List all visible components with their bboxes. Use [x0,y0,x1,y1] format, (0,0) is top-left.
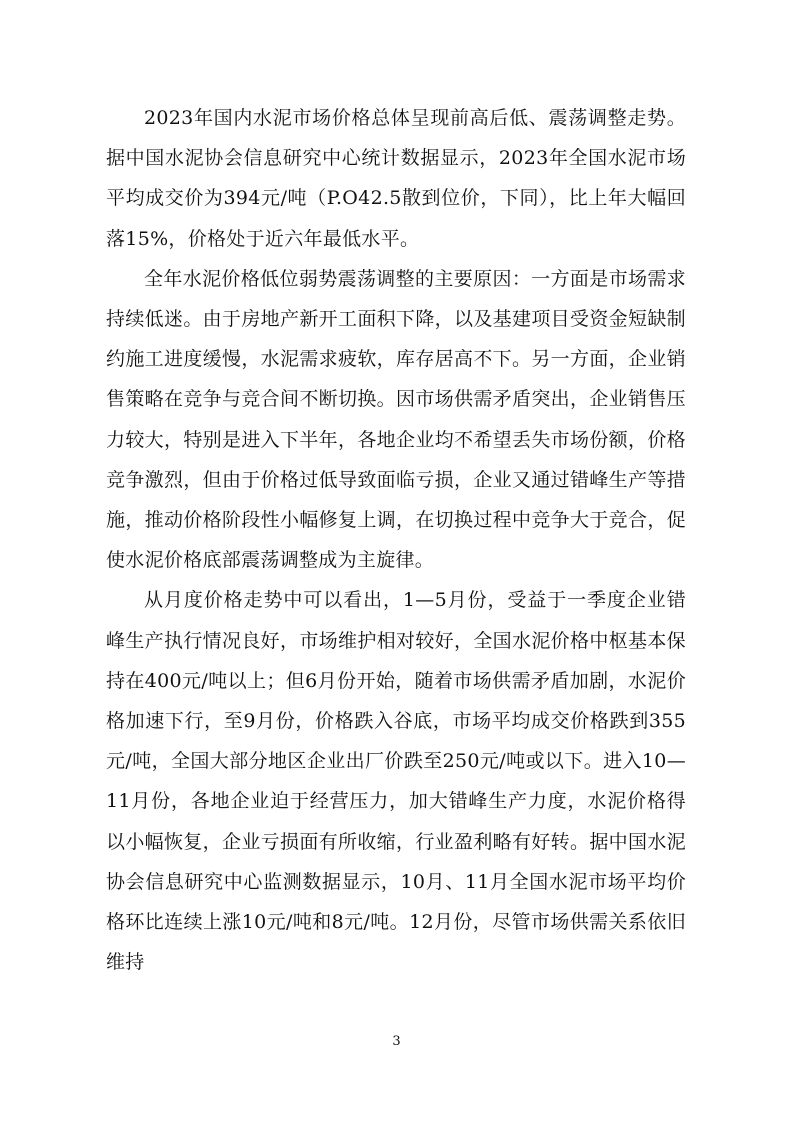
paragraph-monthly-trend: 从月度价格走势中可以看出，1—5月份，受益于一季度企业错峰生产执行情况良好，市场维护相对较好，全国水泥价格中枢基本保持在400元/吨以上；但6月份开始，随着市场供需矛盾加剧，水泥价格加速下行，至9月份，价格跌入谷底，市场平均成交价格跌到355元/吨，全国大部分地区企业出厂价跌至250元/吨或以下。进入10—11月份，各地企业迫于经营压力，加大错峰生产力度，水泥价格得以小幅恢复，企业亏损面有所收缩，行业盈利略有好转。据中国水泥协会信息研究中心监测数据显示，10月、11月全国水泥市场平均价格环比连续上涨10元/吨和8元/吨。12月份，尽管市场供需关系依旧维持 [106,589,686,974]
page-number: 3 [392,1034,401,1049]
paragraph-main-reasons: 全年水泥价格低位弱势震荡调整的主要原因：一方面是市场需求持续低迷。由于房地产新开工面积下降，以及基建项目受资金短缺制约施工进度缓慢，水泥需求疲软，库存居高不下。另一方面，企业销售策略在竞争与竞合间不断切换。因市场供需矛盾突出，企业销售压力较大，特别是进入下半年，各地企业均不希望丢失市场份额，价格竞争激烈，但由于价格过低导致面临亏损，企业又通过错峰生产等措施，推动价格阶段性小幅修复上调，在切换过程中竞争大于竞合，促使水泥价格底部震荡调整成为主旋律。 [106,267,686,572]
body-text [106,98,686,982]
paragraph-price-overview: 2023年国内水泥市场价格总体呈现前高后低、震荡调整走势。据中国水泥协会信息研究中心统计数据显示，2023年全国水泥市场平均成交价为394元/吨（P.O42.5散到位价，下同），比上年大幅回落15%，价格处于近六年最低水平。 [106,107,686,250]
